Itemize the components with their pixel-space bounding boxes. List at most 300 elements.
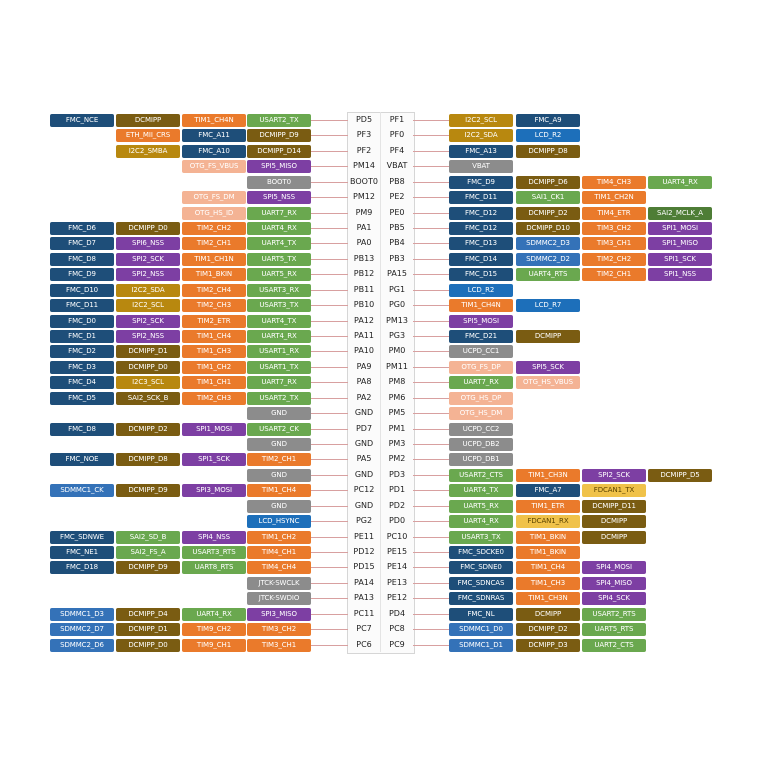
left-connector-line (311, 521, 348, 522)
right-pin-name: PG1 (388, 285, 406, 294)
right-function-label: LCD_R2 (516, 129, 580, 142)
right-pin-name: PM2 (388, 454, 406, 463)
right-function-label: FMC_D9 (449, 176, 513, 189)
right-pin-name: PM8 (388, 377, 406, 386)
left-function-label: DCMIPP_D1 (116, 623, 180, 636)
right-connector-line (413, 398, 449, 399)
left-function-label: USART2_TX (247, 392, 311, 405)
left-connector-line (311, 413, 348, 414)
left-connector-line (311, 166, 348, 167)
right-connector-line (413, 321, 449, 322)
left-function-label: UART4_TX (247, 315, 311, 328)
left-function-label: TIM4_CH4 (247, 561, 311, 574)
right-connector-line (413, 120, 449, 121)
right-function-label: LCD_R7 (516, 299, 580, 312)
right-function-label: SDMMC1_D1 (449, 639, 513, 652)
left-function-label: UART4_RX (182, 608, 246, 621)
right-connector-line (413, 382, 449, 383)
right-function-label: TIM3_CH1 (582, 237, 646, 250)
right-connector-line (413, 259, 449, 260)
left-function-label: FMC_D3 (50, 361, 114, 374)
left-function-label: OTG_FS_DM (182, 191, 246, 204)
left-connector-line (311, 629, 348, 630)
right-connector-line (413, 506, 449, 507)
left-pin-name: PA5 (356, 454, 372, 463)
left-pin-name: PA8 (356, 377, 372, 386)
left-function-label: DCMIPP (116, 114, 180, 127)
right-pin-name: PE13 (386, 578, 408, 587)
left-function-label: TIM1_CH2 (182, 361, 246, 374)
left-function-label: FMC_NE1 (50, 546, 114, 559)
right-connector-line (413, 521, 449, 522)
left-function-label: SDMMC1_CK (50, 484, 114, 497)
right-function-label: TIM1_CH2N (582, 191, 646, 204)
left-pin-name: PA14 (354, 578, 374, 587)
left-pin-name: PF2 (356, 146, 372, 155)
left-function-label: DCMIPP_D9 (247, 129, 311, 142)
left-function-label: TIM2_CH3 (182, 299, 246, 312)
right-pin-name: PM3 (388, 439, 406, 448)
right-pin-name: PD4 (388, 609, 406, 618)
right-function-label: SPI5_SCK (516, 361, 580, 374)
left-pin-name: PB11 (353, 285, 375, 294)
left-function-label: DCMIPP_D9 (116, 484, 180, 497)
left-function-label: TIM9_CH1 (182, 639, 246, 652)
left-pin-name: PB13 (353, 254, 375, 263)
left-function-label: SDMMC2_D7 (50, 623, 114, 636)
left-pin-name: GND (354, 501, 374, 510)
right-connector-line (413, 135, 449, 136)
left-connector-line (311, 274, 348, 275)
right-function-label: SPI1_MOSI (648, 222, 712, 235)
right-function-label: UART4_RTS (516, 268, 580, 281)
right-pin-name: PM11 (386, 362, 408, 371)
right-function-label: SDMMC2_D2 (516, 253, 580, 266)
left-pin-name: PA2 (356, 393, 372, 402)
left-function-label: UART4_TX (247, 237, 311, 250)
left-connector-line (311, 614, 348, 615)
left-connector-line (311, 552, 348, 553)
right-function-label: TIM1_CH3 (516, 577, 580, 590)
right-function-label: SPI4_MOSI (582, 561, 646, 574)
left-pin-name: GND (354, 470, 374, 479)
right-function-label: UART7_RX (449, 376, 513, 389)
right-pin-name: PG3 (388, 331, 406, 340)
left-pin-name: PA11 (354, 331, 374, 340)
right-function-label: I2C2_SCL (449, 114, 513, 127)
right-connector-line (413, 182, 449, 183)
right-function-label: SDMMC1_D0 (449, 623, 513, 636)
left-connector-line (311, 120, 348, 121)
left-function-label: JTCK-SWDIO (247, 592, 311, 605)
right-connector-line (413, 629, 449, 630)
left-function-label: GND (247, 407, 311, 420)
right-function-label: UCPD_CC1 (449, 345, 513, 358)
left-function-label: FMC_NCE (50, 114, 114, 127)
right-function-label: USART3_TX (449, 531, 513, 544)
right-pin-name: PM0 (388, 346, 406, 355)
left-pin-name: PM9 (355, 208, 373, 217)
left-connector-line (311, 367, 348, 368)
right-function-label: FMC_A9 (516, 114, 580, 127)
left-connector-line (311, 429, 348, 430)
right-pin-name: PB8 (389, 177, 405, 186)
left-function-label: TIM2_CH1 (182, 237, 246, 250)
left-function-label: TIM1_CH1 (182, 376, 246, 389)
left-function-label: SPI2_NSS (116, 268, 180, 281)
left-function-label: TIM2_ETR (182, 315, 246, 328)
left-function-label: TIM1_CH3 (182, 345, 246, 358)
left-function-label: DCMIPP_D1 (116, 345, 180, 358)
left-function-label: SDMMC1_D3 (50, 608, 114, 621)
right-connector-line (413, 645, 449, 646)
right-pin-name: PM1 (388, 424, 406, 433)
left-function-label: FMC_D18 (50, 561, 114, 574)
right-function-label: SPI2_SCK (582, 469, 646, 482)
right-pin-name: PE12 (386, 593, 408, 602)
right-connector-line (413, 243, 449, 244)
left-function-label: FMC_A11 (182, 129, 246, 142)
right-function-label: FDCAN1_TX (582, 484, 646, 497)
left-function-label: TIM4_CH1 (247, 546, 311, 559)
right-function-label: TIM2_CH1 (582, 268, 646, 281)
left-function-label: FMC_D1 (50, 330, 114, 343)
left-function-label: FMC_D2 (50, 345, 114, 358)
right-pin-name: PC9 (389, 640, 405, 649)
left-connector-line (311, 182, 348, 183)
right-function-label: FDCAN1_RX (516, 515, 580, 528)
right-function-label: DCMIPP_D10 (516, 222, 580, 235)
left-function-label: OTG_HS_ID (182, 207, 246, 220)
right-function-label: USART2_CTS (449, 469, 513, 482)
left-pin-name: PA1 (356, 223, 372, 232)
right-connector-line (413, 305, 449, 306)
right-connector-line (413, 537, 449, 538)
left-connector-line (311, 321, 348, 322)
left-function-label: SPI4_NSS (182, 531, 246, 544)
left-function-label: TIM2_CH3 (182, 392, 246, 405)
left-function-label: FMC_NOE (50, 453, 114, 466)
left-function-label: UART5_RX (247, 268, 311, 281)
left-function-label: DCMIPP_D2 (116, 423, 180, 436)
left-function-label: DCMIPP_D0 (116, 222, 180, 235)
right-connector-line (413, 351, 449, 352)
right-connector-line (413, 567, 449, 568)
left-function-label: FMC_D0 (50, 315, 114, 328)
right-pin-name: PD1 (388, 485, 406, 494)
right-connector-line (413, 290, 449, 291)
right-function-label: SAI2_MCLK_A (648, 207, 712, 220)
right-function-label: SPI1_SCK (648, 253, 712, 266)
left-pin-name: PA9 (356, 362, 372, 371)
right-function-label: DCMIPP (516, 330, 580, 343)
left-function-label: TIM3_CH2 (247, 623, 311, 636)
right-function-label: FMC_D12 (449, 207, 513, 220)
left-function-label: FMC_D8 (50, 423, 114, 436)
left-function-label: DCMIPP_D9 (116, 561, 180, 574)
left-function-label: FMC_D5 (50, 392, 114, 405)
right-function-label: OTG_HS_DM (449, 407, 513, 420)
left-function-label: SAI2_FS_A (116, 546, 180, 559)
left-function-label: TIM1_BKIN (182, 268, 246, 281)
right-function-label: SPI1_MISO (648, 237, 712, 250)
right-function-label: FMC_SDNRAS (449, 592, 513, 605)
left-pin-name: PA10 (354, 346, 374, 355)
left-function-label: I2C2_SCL (116, 299, 180, 312)
left-function-label: GND (247, 469, 311, 482)
left-function-label: BOOT0 (247, 176, 311, 189)
right-connector-line (413, 444, 449, 445)
left-function-label: USART3_RTS (182, 546, 246, 559)
right-pin-name: PM6 (388, 393, 406, 402)
right-function-label: DCMIPP (516, 608, 580, 621)
left-pin-name: PD12 (353, 547, 375, 556)
left-pin-name: PC7 (356, 624, 372, 633)
left-connector-line (311, 382, 348, 383)
left-pin-name: PG2 (355, 516, 373, 525)
left-connector-line (311, 583, 348, 584)
left-pin-name: PD7 (355, 424, 373, 433)
left-connector-line (311, 598, 348, 599)
right-pin-name: PF1 (389, 115, 405, 124)
right-function-label: FMC_SDNCAS (449, 577, 513, 590)
left-function-label: SPI5_MISO (247, 160, 311, 173)
left-function-label: I2C2_SMBA (116, 145, 180, 158)
right-function-label: UCPD_DB2 (449, 438, 513, 451)
left-connector-line (311, 336, 348, 337)
right-function-label: OTG_HS_VBUS (516, 376, 580, 389)
left-function-label: UART7_RX (247, 207, 311, 220)
right-connector-line (413, 166, 449, 167)
left-pin-name: PB12 (353, 269, 375, 278)
right-pin-name: PD0 (388, 516, 406, 525)
right-pin-name: PE2 (389, 192, 405, 201)
left-connector-line (311, 567, 348, 568)
left-function-label: SDMMC2_D6 (50, 639, 114, 652)
left-function-label: TIM2_CH1 (247, 453, 311, 466)
left-pin-name: PC11 (353, 609, 375, 618)
left-function-label: FMC_D7 (50, 237, 114, 250)
left-function-label: SPI3_MOSI (182, 484, 246, 497)
left-function-label: DCMIPP_D0 (116, 639, 180, 652)
left-connector-line (311, 228, 348, 229)
right-connector-line (413, 274, 449, 275)
left-function-label: SPI5_NSS (247, 191, 311, 204)
left-function-label: SPI2_NSS (116, 330, 180, 343)
right-function-label: TIM4_ETR (582, 207, 646, 220)
right-function-label: UART5_RX (449, 500, 513, 513)
right-function-label: DCMIPP_D5 (648, 469, 712, 482)
right-pin-name: PE14 (386, 562, 408, 571)
right-function-label: FMC_D21 (449, 330, 513, 343)
right-function-label: TIM3_CH2 (582, 222, 646, 235)
right-function-label: TIM4_CH3 (582, 176, 646, 189)
right-pin-name: PB5 (389, 223, 405, 232)
right-function-label: FMC_D11 (449, 191, 513, 204)
right-pin-name: PD2 (388, 501, 406, 510)
right-function-label: LCD_R2 (449, 284, 513, 297)
right-connector-line (413, 598, 449, 599)
right-pin-name: PF4 (389, 146, 405, 155)
right-function-label: UCPD_DB1 (449, 453, 513, 466)
right-function-label: TIM2_CH2 (582, 253, 646, 266)
left-function-label: LCD_HSYNC (247, 515, 311, 528)
right-function-label: TIM1_CH4N (449, 299, 513, 312)
right-function-label: UART4_TX (449, 484, 513, 497)
left-connector-line (311, 259, 348, 260)
right-function-label: TIM1_CH3N (516, 469, 580, 482)
left-pin-name: PC12 (353, 485, 375, 494)
left-function-label: FMC_D11 (50, 299, 114, 312)
right-connector-line (413, 213, 449, 214)
left-pin-name: PA0 (356, 238, 372, 247)
left-function-label: TIM3_CH1 (247, 639, 311, 652)
right-function-label: SPI1_NSS (648, 268, 712, 281)
left-function-label: FMC_SDNWE (50, 531, 114, 544)
right-function-label: UCPD_CC2 (449, 423, 513, 436)
right-function-label: FMC_D14 (449, 253, 513, 266)
left-connector-line (311, 243, 348, 244)
left-function-label: USART2_TX (247, 114, 311, 127)
left-function-label: USART1_RX (247, 345, 311, 358)
right-pin-name: PA15 (387, 269, 407, 278)
right-function-label: OTG_HS_DP (449, 392, 513, 405)
right-function-label: DCMIPP_D11 (582, 500, 646, 513)
right-function-label: UART4_RX (648, 176, 712, 189)
right-connector-line (413, 614, 449, 615)
left-pin-name: PC6 (356, 640, 372, 649)
left-function-label: I2C2_SDA (116, 284, 180, 297)
left-function-label: I2C3_SCL (116, 376, 180, 389)
left-function-label: TIM1_CH4 (247, 484, 311, 497)
left-connector-line (311, 490, 348, 491)
right-connector-line (413, 367, 449, 368)
right-function-label: TIM1_ETR (516, 500, 580, 513)
right-connector-line (413, 475, 449, 476)
left-pin-name: PD15 (353, 562, 375, 571)
right-function-label: FMC_SDNE0 (449, 561, 513, 574)
right-function-label: DCMIPP_D2 (516, 623, 580, 636)
right-connector-line (413, 459, 449, 460)
left-function-label: SAI2_SD_B (116, 531, 180, 544)
left-pin-name: PM12 (353, 192, 375, 201)
left-function-label: JTCK-SWCLK (247, 577, 311, 590)
right-function-label: TIM1_BKIN (516, 546, 580, 559)
right-function-label: SDMMC2_D3 (516, 237, 580, 250)
right-function-label: FMC_SDCKE0 (449, 546, 513, 559)
left-pin-name: GND (354, 439, 374, 448)
left-pin-name: PM14 (353, 161, 375, 170)
right-pin-name: PD3 (388, 470, 406, 479)
left-function-label: FMC_D10 (50, 284, 114, 297)
right-pin-name: PC8 (389, 624, 405, 633)
left-function-label: SPI1_SCK (182, 453, 246, 466)
right-function-label: DCMIPP_D3 (516, 639, 580, 652)
left-function-label: UART8_RTS (182, 561, 246, 574)
left-function-label: TIM1_CH2 (247, 531, 311, 544)
right-function-label: OTG_FS_DP (449, 361, 513, 374)
left-pin-name: PF3 (356, 130, 372, 139)
left-function-label: SPI1_MOSI (182, 423, 246, 436)
left-function-label: FMC_D4 (50, 376, 114, 389)
right-function-label: SPI4_SCK (582, 592, 646, 605)
right-function-label: TIM1_CH3N (516, 592, 580, 605)
left-function-label: TIM2_CH4 (182, 284, 246, 297)
left-function-label: UART4_RX (247, 330, 311, 343)
right-pin-name: PC10 (386, 532, 408, 541)
right-connector-line (413, 413, 449, 414)
left-function-label: FMC_D6 (50, 222, 114, 235)
left-function-label: TIM2_CH2 (182, 222, 246, 235)
right-pin-name: PF0 (389, 130, 405, 139)
right-pin-name: PB3 (389, 254, 405, 263)
right-connector-line (413, 583, 449, 584)
right-function-label: SPI5_MOSI (449, 315, 513, 328)
right-connector-line (413, 228, 449, 229)
left-pin-name: PE11 (353, 532, 375, 541)
right-connector-line (413, 552, 449, 553)
right-connector-line (413, 151, 449, 152)
left-connector-line (311, 537, 348, 538)
right-function-label: FMC_NL (449, 608, 513, 621)
left-connector-line (311, 197, 348, 198)
left-function-label: ETH_MII_CRS (116, 129, 180, 142)
right-pin-name: PG0 (388, 300, 406, 309)
right-pin-name: VBAT (386, 161, 408, 170)
right-connector-line (413, 336, 449, 337)
left-connector-line (311, 645, 348, 646)
left-function-label: DCMIPP_D4 (116, 608, 180, 621)
right-pin-name: PM5 (388, 408, 406, 417)
left-connector-line (311, 213, 348, 214)
left-connector-line (311, 290, 348, 291)
left-function-label: FMC_A10 (182, 145, 246, 158)
left-pin-name: PD5 (355, 115, 373, 124)
right-pin-name: PM13 (386, 316, 408, 325)
left-connector-line (311, 351, 348, 352)
right-pin-name: PE0 (389, 208, 405, 217)
right-function-label: DCMIPP_D6 (516, 176, 580, 189)
left-pin-name: GND (354, 408, 374, 417)
left-function-label: SPI6_NSS (116, 237, 180, 250)
left-function-label: SPI2_SCK (116, 315, 180, 328)
left-function-label: USART2_CK (247, 423, 311, 436)
left-function-label: GND (247, 500, 311, 513)
right-function-label: VBAT (449, 160, 513, 173)
left-function-label: SAI2_SCK_B (116, 392, 180, 405)
left-pin-name: PA13 (354, 593, 374, 602)
left-connector-line (311, 135, 348, 136)
left-function-label: FMC_D8 (50, 253, 114, 266)
right-connector-line (413, 490, 449, 491)
left-connector-line (311, 305, 348, 306)
left-function-label: FMC_D9 (50, 268, 114, 281)
left-function-label: UART7_RX (247, 376, 311, 389)
left-function-label: GND (247, 438, 311, 451)
right-function-label: I2C2_SDA (449, 129, 513, 142)
left-function-label: USART3_TX (247, 299, 311, 312)
left-function-label: UART5_TX (247, 253, 311, 266)
right-function-label: DCMIPP (582, 531, 646, 544)
right-pin-name: PE15 (386, 547, 408, 556)
right-function-label: FMC_A13 (449, 145, 513, 158)
right-function-label: SPI4_MISO (582, 577, 646, 590)
left-connector-line (311, 151, 348, 152)
right-function-label: DCMIPP_D8 (516, 145, 580, 158)
left-connector-line (311, 398, 348, 399)
right-pin-name: PB4 (389, 238, 405, 247)
left-function-label: DCMIPP_D8 (116, 453, 180, 466)
